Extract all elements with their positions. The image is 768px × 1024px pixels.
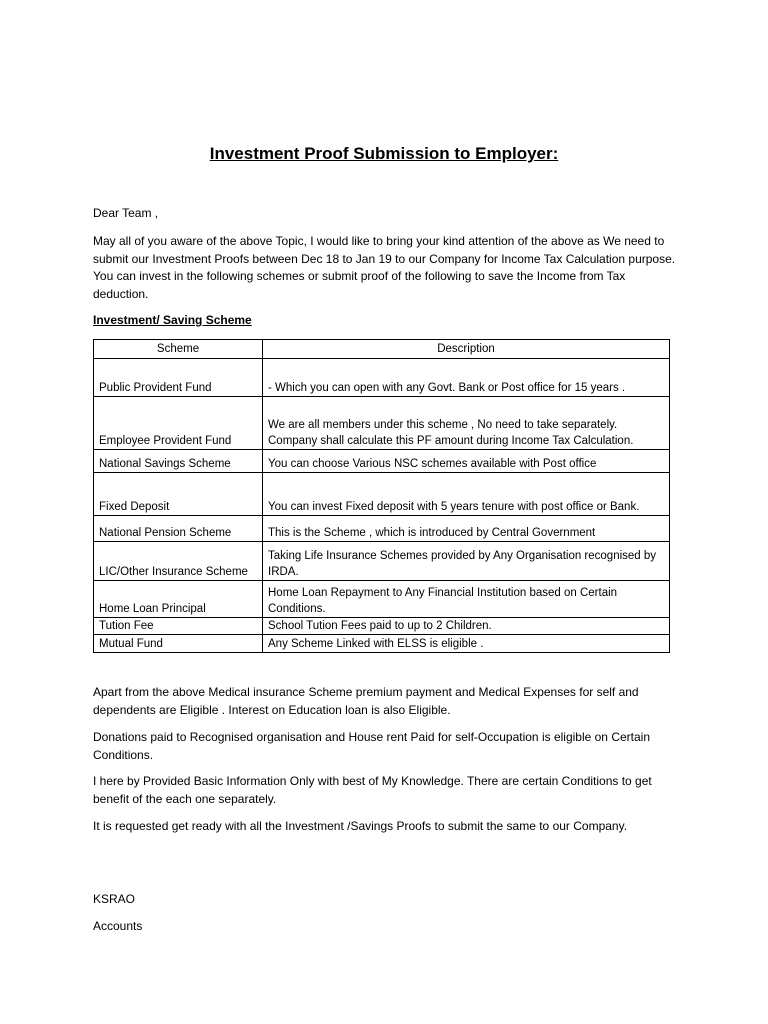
table-header-row [94,340,670,359]
description-cell: You can invest Fixed deposit with 5 years tenure with post office or Bank. [263,473,670,516]
scheme-cell: Tution Fee [94,618,263,635]
description-cell: We are all members under this scheme , No need to take separately. Company shall calculate this PF amount during Income Tax Calculation. [263,397,670,450]
scheme-cell: Home Loan Principal [94,581,263,618]
table-row [94,635,670,653]
scheme-cell: National Savings Scheme [94,450,263,473]
description-cell: School Tution Fees paid to up to 2 Children. [263,618,670,635]
scheme-cell: Employee Provident Fund [94,397,263,450]
signature-name: KSRAO [93,892,136,906]
section-heading: Investment/ Saving Scheme [93,313,252,327]
table-row [94,359,670,397]
paragraph-disclaimer: I here by Provided Basic Information Only with best of My Knowledge. There are certain Conditions to get benefit of the each one separately. [93,774,652,806]
description-cell: Any Scheme Linked with ELSS is eligible . [263,635,670,653]
table-row [94,397,670,450]
document-title: Investment Proof Submission to Employer: [209,144,559,163]
scheme-cell: National Pension Scheme [94,516,263,542]
schemes-table [93,339,670,653]
greeting: Dear Team , [93,206,159,220]
description-cell: Taking Life Insurance Schemes provided by Any Organisation recognised by IRDA. [263,542,670,581]
scheme-cell: Mutual Fund [94,635,263,653]
signature-department: Accounts [93,919,143,933]
description-cell: Home Loan Repayment to Any Financial Institution based on Certain Conditions. [263,581,670,618]
header-scheme: Scheme [94,340,263,359]
description-cell: - Which you can open with any Govt. Bank or Post office for 15 years . [263,359,670,397]
paragraph-donations: Donations paid to Recognised organisation and House rent Paid for self-Occupation is eligible on Certain Conditions. [93,730,650,762]
table-row [94,542,670,581]
description-cell: You can choose Various NSC schemes available with Post office [263,450,670,473]
paragraph-medical: Apart from the above Medical insurance Scheme premium payment and Medical Expenses for self and dependents are Eligible . Interest on Education loan is also Eligible. [93,685,639,717]
table-row [94,618,670,635]
description-cell: This is the Scheme , which is introduced by Central Government [263,516,670,542]
header-description: Description [263,340,670,359]
table-row [94,516,670,542]
table-row [94,581,670,618]
table-row [94,473,670,516]
scheme-cell: LIC/Other Insurance Scheme [94,542,263,581]
paragraph-request: It is requested get ready with all the Investment /Savings Proofs to submit the same to our Company. [93,819,628,833]
table-row [94,450,670,473]
scheme-cell: Public Provident Fund [94,359,263,397]
scheme-cell: Fixed Deposit [94,473,263,516]
intro-paragraph: May all of you aware of the above Topic, I would like to bring your kind attention of the above as We need to submit our Investment Proofs between Dec 18 to Jan 19 to our Company for Income Tax Calculation purpose. You can invest in the following schemes or submit proof of the following to save the Income from Tax deduction. [93,234,676,301]
